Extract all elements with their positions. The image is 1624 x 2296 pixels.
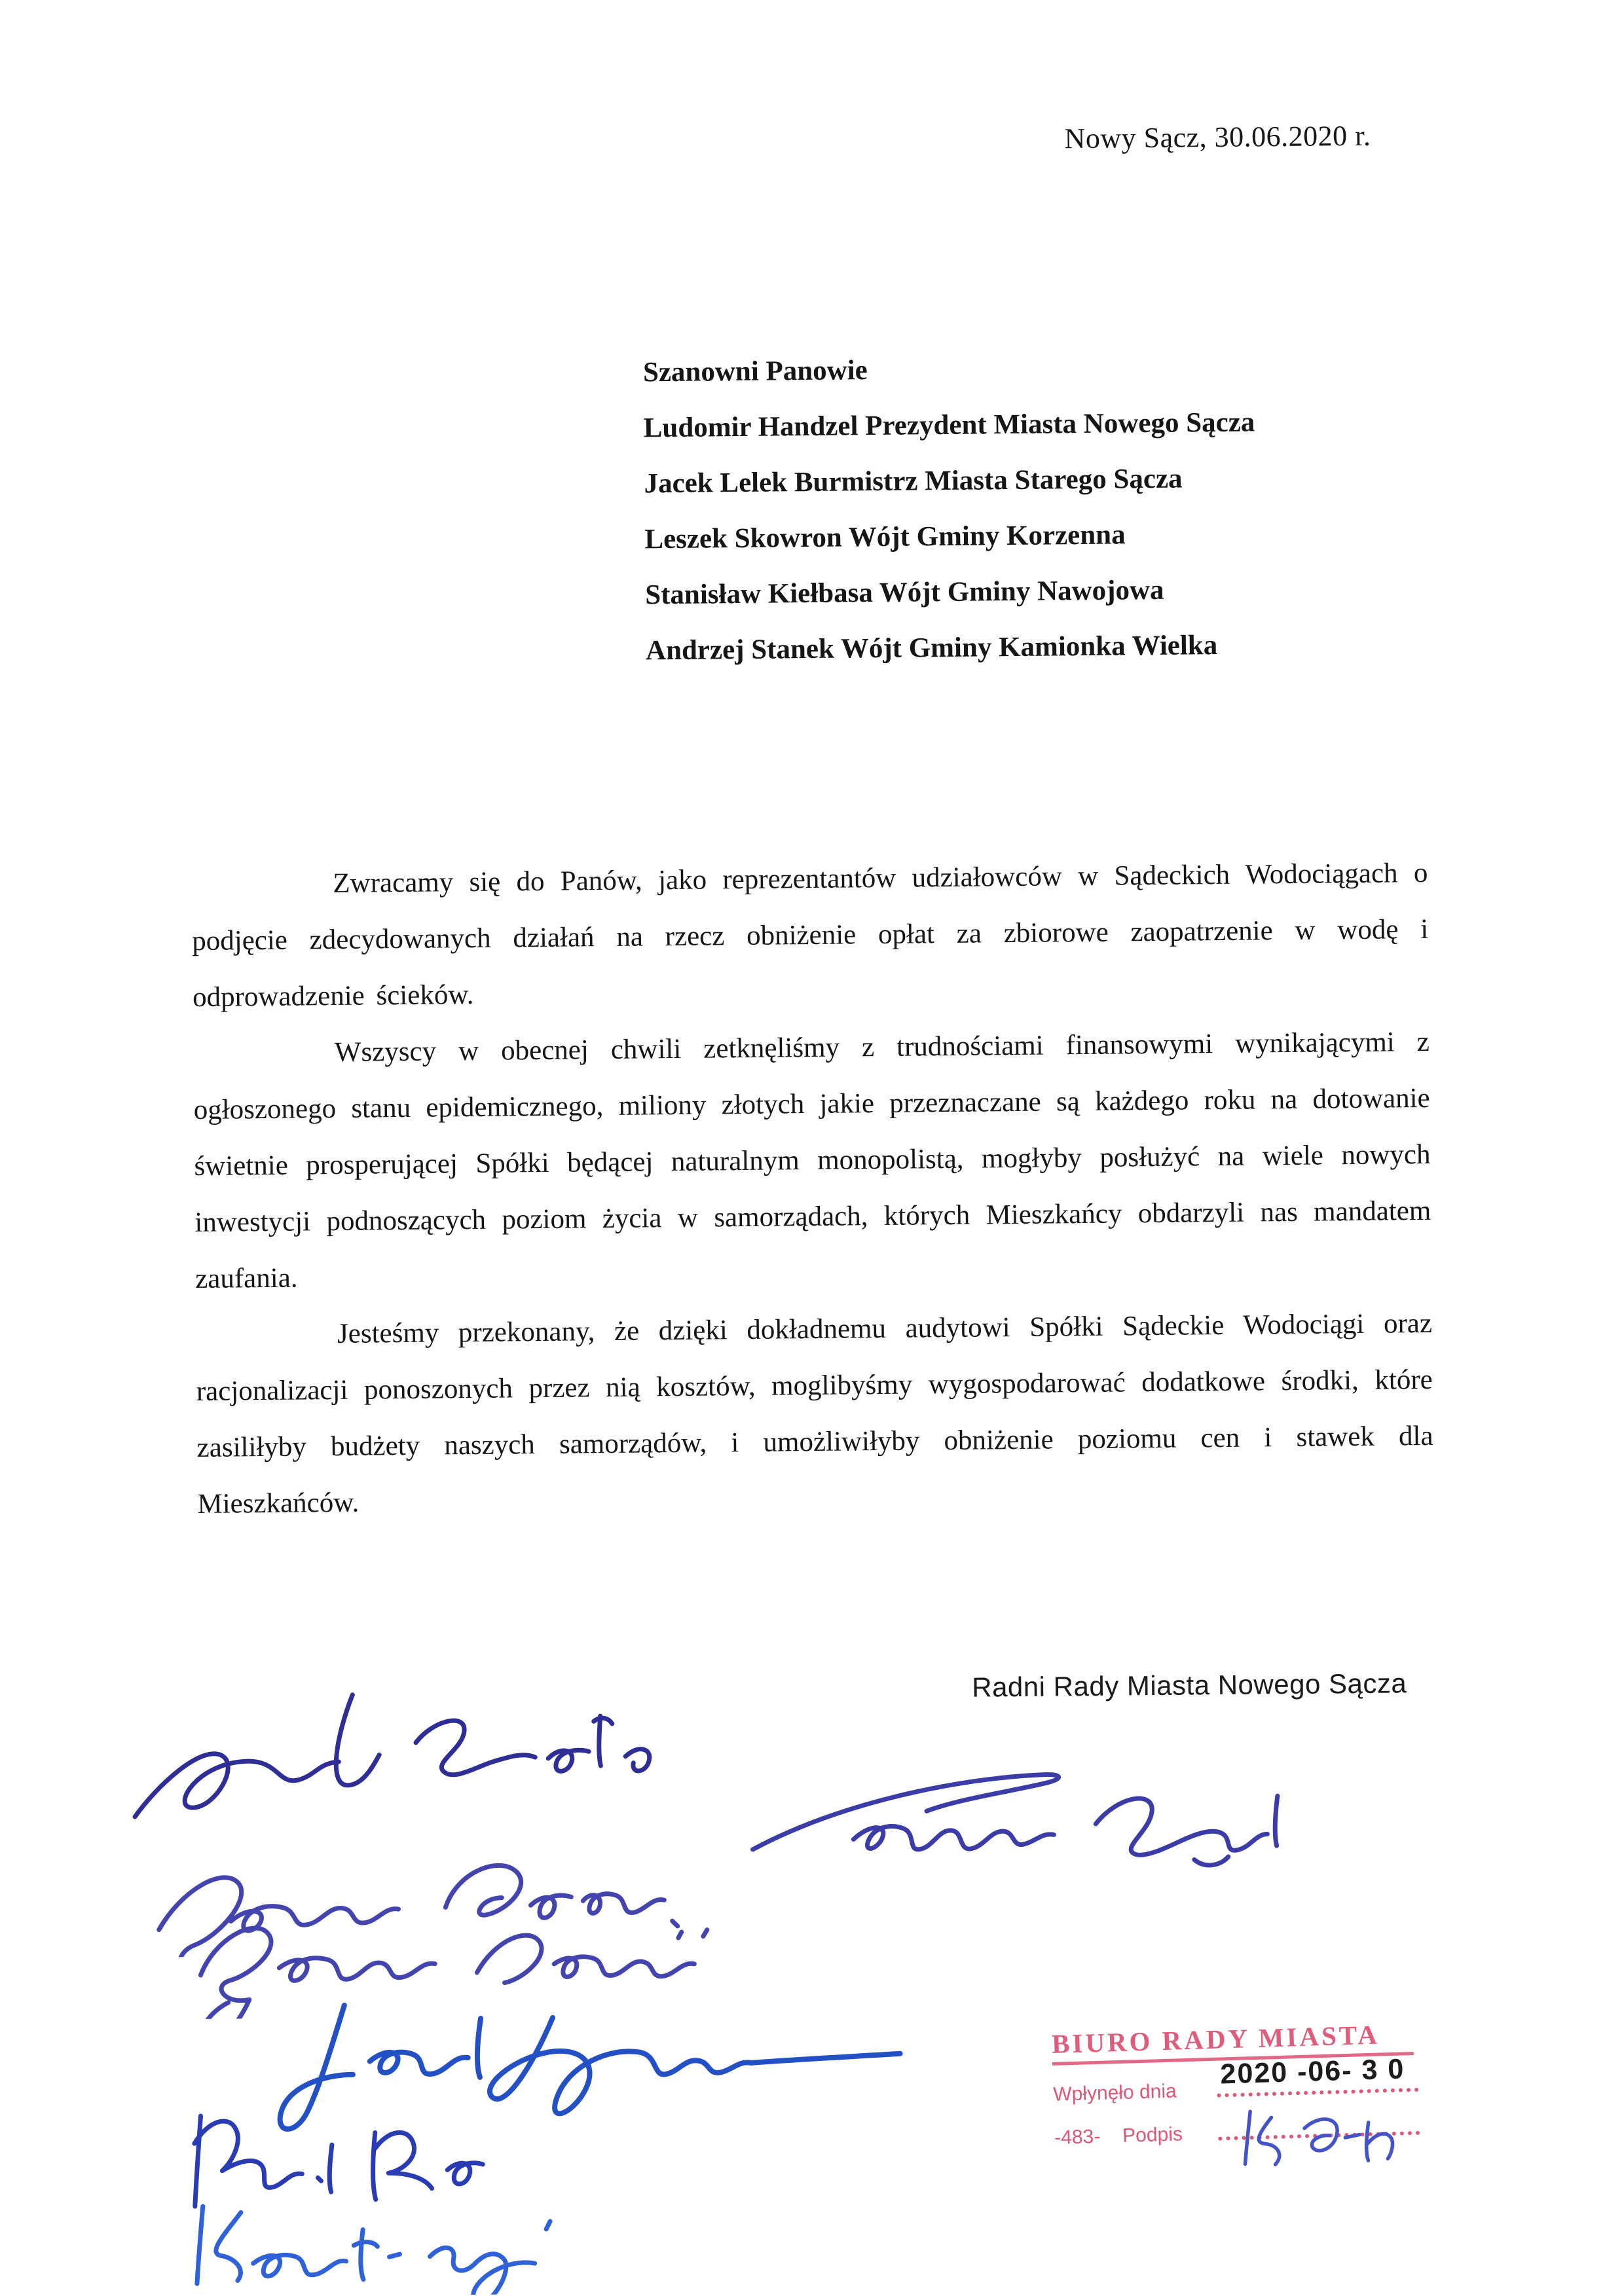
stamp-received-label: Wpłynęło dnia: [1052, 2080, 1177, 2105]
paragraph: Wszyscy w obecnej chwili zetknęliśmy z trudnościami finansowymi wynikającymi z ogłoszonego stanu epidemicznego, miliony złotych jakie przeznaczane są każdego roku na dotowanie świetnie prosperującej Spółki będącej naturalnym monopolistą, mogłyby posłużyć na wiele nowych inwestycji podnoszących poziom życia w samorządach, których Mieszkańcy obdarzyli nas mandatem zaufania.: [193, 1026, 1431, 1295]
stamp-signature-label: Podpis: [1122, 2123, 1183, 2147]
recipient-line: Leszek Skowron Wójt Gminy Korzenna: [644, 519, 1126, 555]
recipient-line: Stanisław Kiełbasa Wójt Gminy Nawojowa: [644, 574, 1164, 611]
handwritten-initials: [1225, 2095, 1424, 2173]
stamp-date: 2020 -06- 3 0: [1219, 2053, 1405, 2090]
handwritten-signature: [741, 1755, 1319, 1882]
recipient-block: [643, 338, 1257, 678]
paragraph: Zwracamy się do Panów, jako reprezentantów udziałowców w Sądeckich Wodociągach o podjęcie zdecydowanych działań na rzecz obniżenie opłat za zbiorowe zaopatrzenie w wodę i odprowadzenie ścieków.: [192, 857, 1429, 1013]
recipient-salutation: Szanowni Panowie: [642, 355, 868, 388]
stamp-ref-number: -483-: [1054, 2125, 1101, 2149]
letter-body: [191, 845, 1434, 1533]
office-stamp: [1051, 2018, 1422, 2159]
recipient-line: Andrzej Stanek Wójt Gminy Kamionka Wielka: [645, 630, 1218, 666]
recipient-line: Jacek Lelek Burmistrz Miasta Starego Sącza: [644, 463, 1183, 500]
dateline: Nowy Sącz, 30.06.2020 r.: [1064, 119, 1371, 155]
signoff-line: Radni Rady Miasta Nowego Sącza: [972, 1667, 1407, 1703]
paragraph: Jesteśmy przekonany, że dzięki dokładnemu audytowi Spółki Sądeckie Wodociągi oraz racjonalizacji ponoszonych przez nią kosztów, moglibyśmy wygospodarować dodatkowe środki, które zasiliłyby budżety naszych samorządów, i umożliwiłyby obniżenie poziomu cen i stawek dla Mieszkańców.: [196, 1307, 1433, 1520]
handwritten-signature: [122, 1677, 686, 1840]
recipient-line: Ludomir Handzel Prezydent Miasta Nowego Sącza: [643, 407, 1255, 444]
handwritten-signature: [173, 2192, 619, 2296]
stamp-title: BIURO RADY MIASTA: [1051, 2019, 1380, 2059]
